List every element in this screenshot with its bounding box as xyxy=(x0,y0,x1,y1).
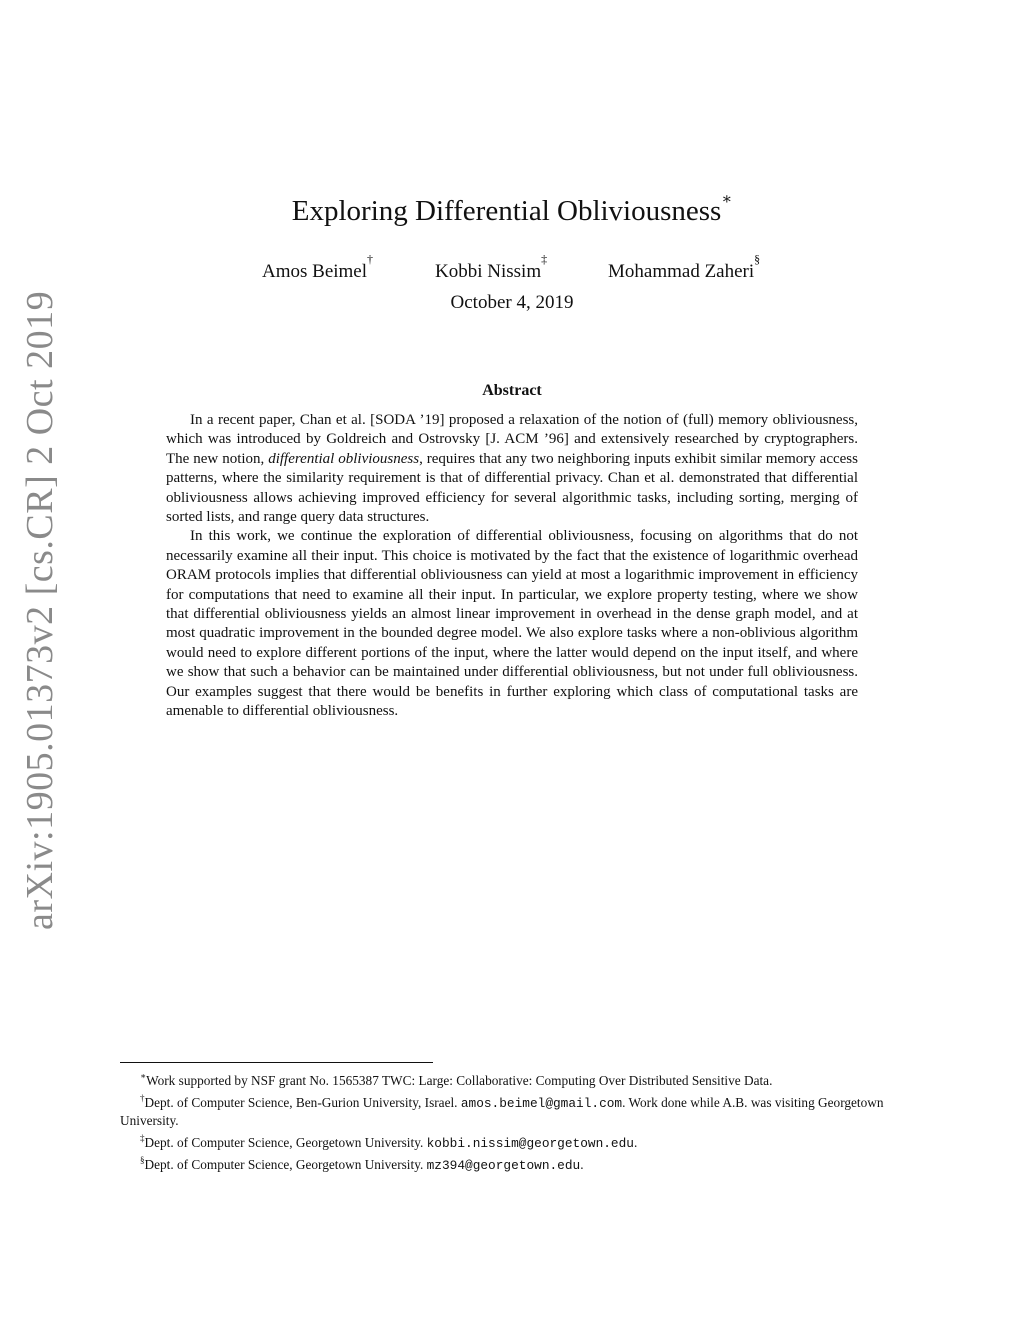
footnote-text: Work supported by NSF grant No. 1565387 TWC: Large: Collaborative: Computing Over Distributed Sensitive Data. xyxy=(146,1073,773,1088)
footnote-mark: ∗ xyxy=(140,1071,147,1081)
email-link[interactable]: amos.beimel@gmail.com xyxy=(460,1095,623,1111)
footnote-mark: † xyxy=(140,1092,145,1103)
footnote-text: . Work done while A.B. was visiting Georgetown University. xyxy=(120,1094,884,1129)
author-zaheri xyxy=(608,252,760,283)
abstract-emphasis: differential obliviousness xyxy=(268,450,420,467)
footnote-mark: § xyxy=(140,1155,145,1166)
author-mark: § xyxy=(754,252,761,266)
abstract-text: In a recent paper, Chan et al. [SODA ’19] proposed a relaxation of the notion of (full) memory obliviousness, which was introduced by Goldreich and Ostrovsky [J. ACM ’96] and extensively researched by cryptographers. The new notion, xyxy=(166,412,858,467)
email-link[interactable]: mz394@georgetown.edu xyxy=(426,1158,581,1174)
footnote-text: Dept. of Computer Science, Ben-Gurion University, Israel. xyxy=(144,1094,461,1110)
author-name: Amos Beimel xyxy=(262,261,368,282)
footnote-zaheri xyxy=(120,1152,910,1175)
author-name: Kobbi Nissim xyxy=(435,261,542,282)
paper-date: October 4, 2019 xyxy=(450,292,574,313)
abstract-heading: Abstract xyxy=(482,382,542,399)
footnote-text: . xyxy=(633,1134,638,1150)
footnote-mark: ‡ xyxy=(140,1132,145,1143)
footnote-text: Dept. of Computer Science, Georgetown University. xyxy=(144,1134,427,1150)
arxiv-identifier: arXiv:1905.01373v2 [cs.CR] 2 Oct 2019 xyxy=(19,290,61,930)
author-nissim xyxy=(435,252,547,283)
author-list xyxy=(0,252,1024,282)
author-mark: † xyxy=(367,252,374,266)
footnote-text: . xyxy=(580,1157,584,1173)
footnote-nissim xyxy=(120,1130,910,1153)
footnote-funding xyxy=(120,1068,910,1090)
author-beimel xyxy=(262,252,373,283)
author-mark: ‡ xyxy=(541,252,548,266)
footnote-text: Dept. of Computer Science, Georgetown University. xyxy=(144,1157,427,1173)
paper-title xyxy=(0,180,1024,231)
abstract-paragraph-1 xyxy=(166,411,858,527)
footnotes xyxy=(120,1068,910,1175)
abstract-paragraph-2: In this work, we continue the exploration of differential obliviousness, focusing on algorithms that do not necessarily examine all their input. This choice is motivated by the fact that the existence of logarithmic overhead ORAM protocols implies that differential obliviousness can yield at most a logarithmic improvement in efficiency for computations that need to examine all their input. In particular, we explore property testing, where we show that differential obliviousness yields an almost linear improvement in overhead in the dense graph model, and at most quadratic improvement in the bounded degree model. We also explore tasks where a non-oblivious algorithm would need to explore different portions of the input, where the latter would depend on the input itself, and where we show that such a behavior can be maintained under differential obliviousness, but not under full obliviousness. Our examples suggest that there would be benefits in further exploring which class of computational tasks are amenable to differential obliviousness. xyxy=(166,528,858,720)
author-name: Mohammad Zaheri xyxy=(608,261,755,282)
footnote-rule xyxy=(120,1062,433,1063)
footnote-beimel xyxy=(120,1090,910,1130)
abstract-body xyxy=(166,411,858,722)
abstract-text: , requires that any two neighboring inputs exhibit similar memory access patterns, where the similarity requirement is that of differential privacy. Chan et al. demonstrated that differential obliviousness allows achieving improved efficiency for several algorithmic tasks, including sorting, merging of sorted lists, and range query data structures. xyxy=(166,450,858,526)
title-footnote-mark: ∗ xyxy=(721,191,733,208)
title-text: Exploring Differential Obliviousness xyxy=(291,195,722,227)
email-link[interactable]: kobbi.nissim@georgetown.edu xyxy=(426,1135,634,1151)
